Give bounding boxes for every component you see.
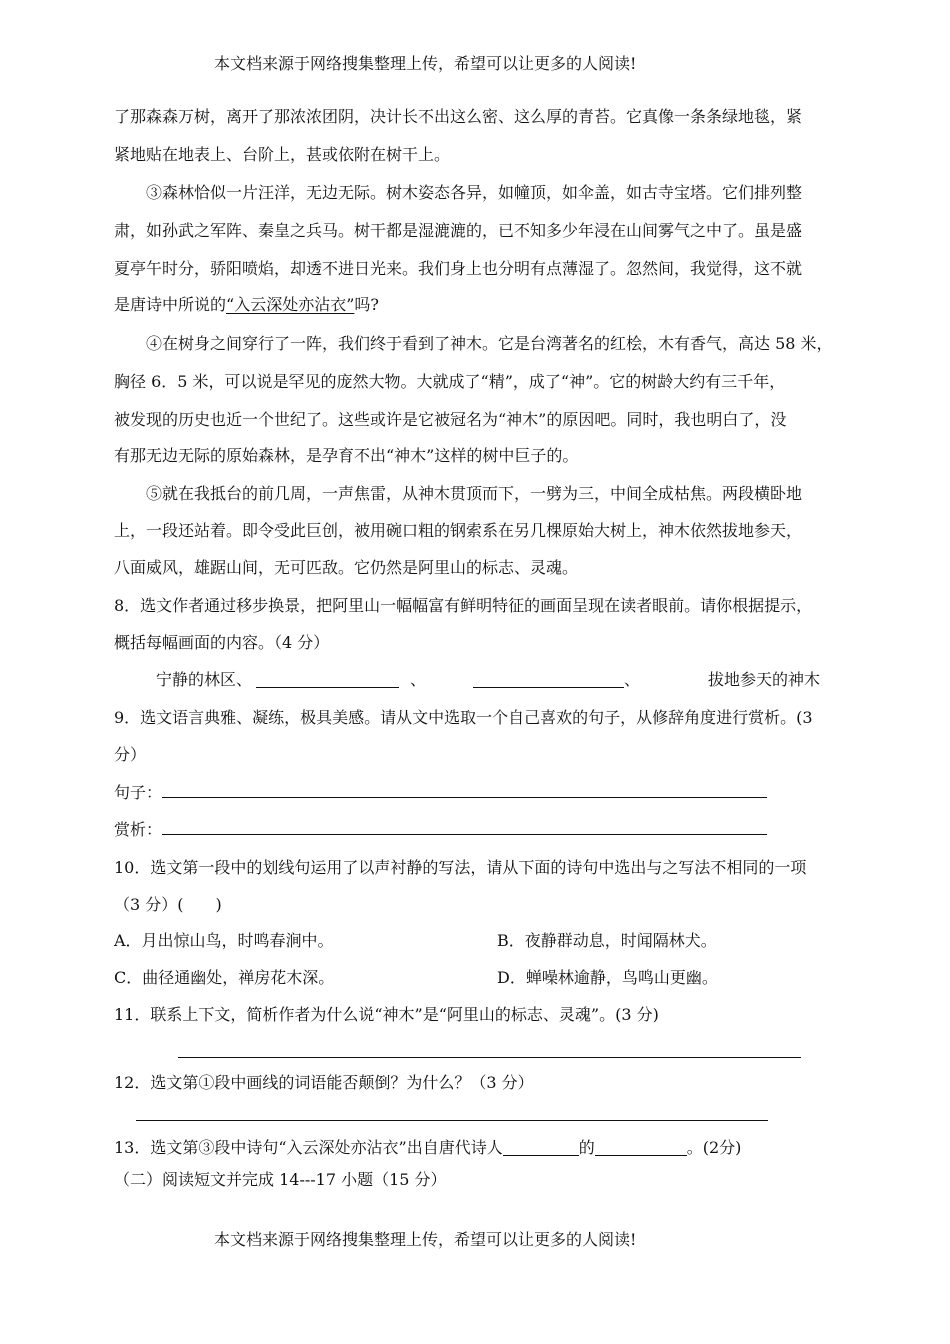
q13-poet-blank[interactable] xyxy=(503,1139,579,1156)
q8-separator: 、 xyxy=(410,670,427,689)
q10-option-d: D．蝉噪林逾静，鸟鸣山更幽。 xyxy=(497,968,718,987)
passage-line: 肃，如孙武之军阵、秦皇之兵马。树干都是湿漉漉的，已不知多少年浸在山间雾气之中了。虽是盛 xyxy=(114,221,803,240)
q9-analysis-label: 赏析： xyxy=(114,820,163,839)
q10-option-c: C．曲径通幽处，禅房花木深。 xyxy=(114,968,335,987)
q9-sentence-label: 句子： xyxy=(114,783,163,802)
q13-poem-blank[interactable] xyxy=(595,1139,687,1156)
question-11: 11．联系上下文，简析作者为什么说“神木”是“阿里山的标志、灵魂”。(3 分) xyxy=(114,1005,659,1024)
page-header: 本文档来源于网络搜集整理上传，希望可以让更多的人阅读! xyxy=(214,54,637,73)
passage-line: 夏亭午时分，骄阳喷焰，却透不进日光来。我们身上也分明有点薄湿了。忽然间，我觉得，这不就 xyxy=(114,259,803,278)
q10-option-b: B．夜静群动息，时闻隔林犬。 xyxy=(497,931,717,950)
passage-line xyxy=(114,295,379,315)
underlined-poem-quote: “入云深处亦沾衣” xyxy=(226,295,355,314)
q13-text: 。(2分) xyxy=(686,1138,742,1157)
q9-sentence-answer-line[interactable] xyxy=(162,797,767,798)
passage-line: 紧地贴在地表上、台阶上，甚或依附在树干上。 xyxy=(114,145,451,164)
paragraph-3: ③森林恰似一片汪洋，无边无际。树木姿态各异，如幢顶，如伞盖，如古寺宝塔。它们排列整 xyxy=(146,183,803,202)
passage-line: 八面威风，雄踞山间，无可匹敌。它仍然是阿里山的标志、灵魂。 xyxy=(114,558,579,577)
q8-separator: 、 xyxy=(624,670,641,689)
passage-line: 胸径 6．5 米，可以说是罕见的庞然大物。大就成了“精”，成了“神”。它的树龄大约有三千年， xyxy=(114,372,786,391)
passage-text: 吗? xyxy=(354,295,379,314)
q9-analysis-answer-line[interactable] xyxy=(162,834,767,835)
passage-line: 了那森森万树，离开了那浓浓团阴，决计长不出这么密、这么厚的青苔。它真像一条条绿地毯，紧 xyxy=(114,107,803,126)
question-8-line2: 概括每幅画面的内容。（4 分） xyxy=(114,633,330,652)
q13-text: 的 xyxy=(578,1138,595,1157)
q13-text: 13．选文第③段中诗句“入云深处亦沾衣”出自唐代诗人 xyxy=(114,1138,503,1157)
q8-answer-blank-2[interactable] xyxy=(473,671,624,688)
question-9-line2: 分） xyxy=(114,745,147,764)
question-9: 9．选文语言典雅、凝练，极具美感。请从文中选取一个自己喜欢的句子，从修辞角度进行赏析。(3 xyxy=(114,708,813,727)
question-8: 8．选文作者通过移步换景，把阿里山一幅幅富有鲜明特征的画面呈现在读者眼前。请你根据提示， xyxy=(114,596,813,615)
q10-option-a: A．月出惊山鸟，时鸣春涧中。 xyxy=(114,931,334,950)
page-footer: 本文档来源于网络搜集整理上传，希望可以让更多的人阅读! xyxy=(214,1230,637,1249)
question-13 xyxy=(114,1138,741,1158)
q12-answer-line[interactable] xyxy=(136,1120,768,1121)
section-2-heading: （二）阅读短文并完成 14---17 小题（15 分） xyxy=(114,1170,447,1189)
paragraph-5: ⑤就在我抵台的前几周，一声焦雷，从神木贯顶而下，一劈为三，中间全成枯焦。两段横卧地 xyxy=(146,484,803,503)
passage-line: 有那无边无际的原始森林，是孕育不出“神木”这样的树中巨子的。 xyxy=(114,446,579,465)
passage-line: 被发现的历史也近一个世纪了。这些或许是它被冠名为“神木”的原因吧。同时，我也明白了，没 xyxy=(114,410,787,429)
q8-prompt-4: 拔地参天的神木 xyxy=(708,670,821,689)
q8-answer-blank-1[interactable] xyxy=(256,671,399,688)
question-12: 12．选文第①段中画线的词语能否颠倒？为什么？（3 分） xyxy=(114,1073,534,1092)
question-10: 10．选文第一段中的划线句运用了以声衬静的写法，请从下面的诗句中选出与之写法不相同的一项 xyxy=(114,858,807,877)
paragraph-4: ④在树身之间穿行了一阵，我们终于看到了神木。它是台湾著名的红桧，木有香气，高达 58 米， xyxy=(146,334,833,353)
passage-text: 是唐诗中所说的 xyxy=(114,295,227,314)
q11-answer-line[interactable] xyxy=(178,1057,801,1058)
question-10-line2: （3 分）( ) xyxy=(114,895,222,914)
passage-line: 上，一段还站着。即令受此巨创，被用碗口粗的钢索系在另几棵原始大树上，神木依然拔地参天， xyxy=(114,521,803,540)
q8-prompt-1: 宁静的林区、 xyxy=(156,670,253,689)
